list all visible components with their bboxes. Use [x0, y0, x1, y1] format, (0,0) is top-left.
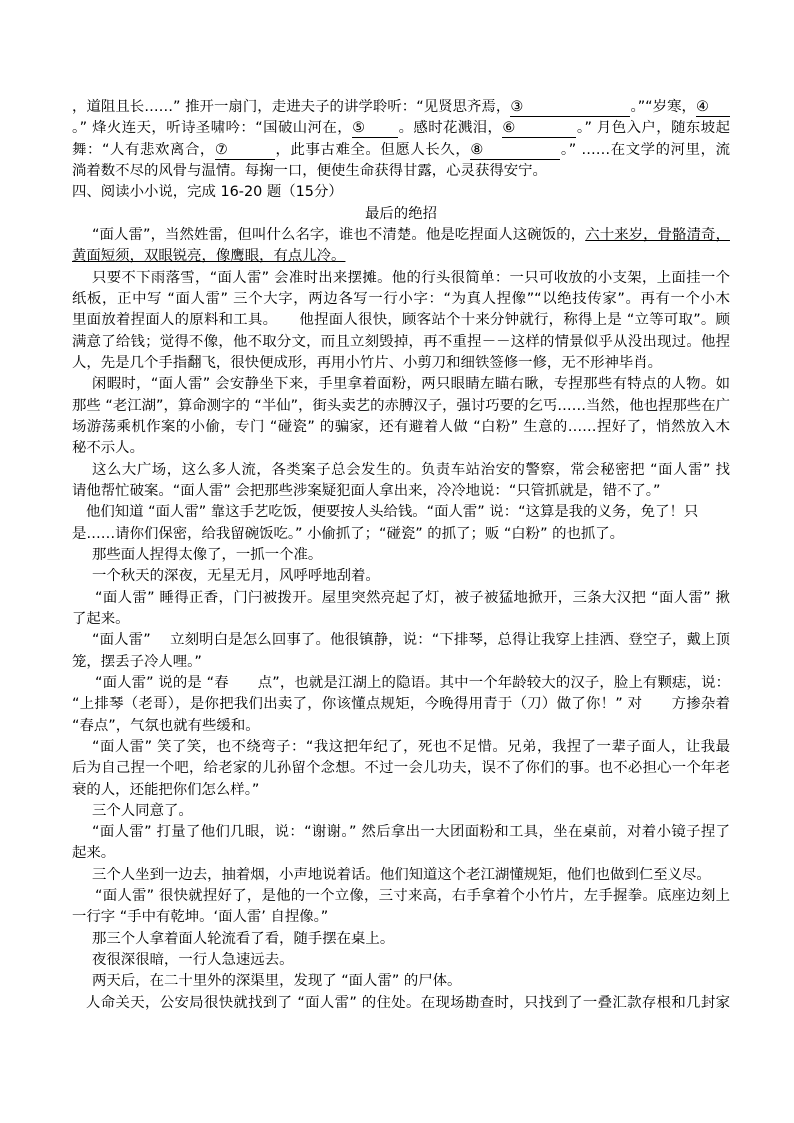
text: “面人雷”，当然姓雷，但叫什么名字，谁也不清楚。他是吃捏面人这碗饭的， — [92, 226, 586, 243]
text: 。” 烽火连天，听诗圣啸吟：“国破山河在， — [72, 120, 353, 137]
blank-3: ③ — [510, 99, 630, 117]
blank-4: ④ — [696, 99, 730, 117]
text: ，道阻且长……” 推开一扇门，走进夫子的讲学聆听：“见贤思齐焉， — [72, 99, 511, 115]
story-line: 闲暇时，“面人雷” 会安静坐下来，手里拿着面粉，两只眼睛左瞄右瞅，专捏那些有特点的人物。如 — [92, 376, 730, 393]
story-line: 一个秋天的深夜，无星无月，风呼呼地刮着。 — [92, 568, 380, 585]
text: 。” 月色入户，随东坡起 — [576, 120, 730, 137]
story-line: 三个人坐到一边去，抽着烟，小声地说着话。他们知道这个老江湖懂规矩，他们也做到仁至义尽。 — [92, 866, 711, 883]
story-line: 请他帮忙破案。“面人雷” 会把那些涉案疑犯面人拿出来，冷冷地说：“只管抓就是，错不了。” — [72, 482, 661, 499]
story-line: 是……请你们保密，给我留碗饭吃。” 小偷抓了；“碰瓷” 的抓了；贩 “白粉” 的也抓了。 — [72, 525, 625, 542]
story-line: 一行字 “手中有乾坤。‘面人雷’ 自捏像。” — [72, 909, 329, 926]
story-line: 三个人同意了。 — [92, 802, 193, 819]
story-line: 起来。 — [72, 845, 116, 862]
story-line: 场游荡乘机作案的小偷，专门 “碰瓷” 的骗家，还有避着人做 “白粉” 生意的……捏好了，悄然放入木 — [72, 418, 730, 435]
story-line: 纸板，正中写 “面人雷” 三个大字，两边各写一行小字：“为真人捏像”“以绝技传家”。再有一个小木 — [72, 290, 730, 307]
story-line: 人命关天，公安局很快就找到了 “面人雷” 的住处。在现场勘查时，只找到了一叠汇款存根和几封家 — [86, 994, 730, 1011]
story-line: “面人雷” 说的是 “春 点”，也就是江湖上的隐语。其中一个年龄较大的汉子，脸上有颗痣，说： — [95, 674, 730, 691]
text: 。感时花溅泪， — [398, 120, 503, 137]
story-line: “春点”，气氛也就有些缓和。 — [72, 717, 260, 734]
story-line: 笼，摆丢子冷人哩。” — [72, 653, 202, 670]
story-line: “面人雷” 很快就捏好了，是他的一个立像，三寸来高，右手拿着个小竹片，左手握拳。底座边刻上 — [95, 888, 730, 905]
story-line: 里面放着捏面人的原料和工具。 他捏面人很快，顾客站个十来分钟就行，称得上是 “立等可取”。顾 — [72, 312, 730, 329]
blank-7: ⑦ — [215, 142, 275, 160]
underlined-text: 黄面短须，双眼锐亮，像鹰眼，有点儿冷。 — [72, 248, 346, 265]
poem-fill-line-3 — [72, 140, 730, 161]
story-line — [72, 225, 730, 246]
text: 。” ……在文学的河里，流 — [560, 141, 730, 158]
poem-fill-line-1 — [72, 97, 730, 118]
poem-fill-line-2 — [72, 118, 730, 139]
story-line: 他们知道 “面人雷” 靠这手艺吃饭，便要按人头给钱。“面人雷” 说：“这算是我的义务，免了！只 — [86, 504, 699, 521]
story-line: “面人雷” 睡得正香，门闩被拨开。屋里突然亮起了灯，被子被猛地掀开，三条大汉把 “面人雷” 揪 — [95, 589, 730, 606]
story-title: 最后的绝招 — [365, 205, 437, 222]
blank-8: ⑧ — [470, 142, 560, 160]
story-line: “上排琴（老哥），是你把我们出卖了，你该懂点规矩，今晚得用青于（刀）做了你！” 对 方掺杂着 — [72, 696, 730, 713]
document-page — [72, 97, 730, 1014]
story-line: 那些面人捏得太像了，一抓一个准。 — [92, 546, 323, 563]
story-line: 满意了给钱；觉得不像，他不取分文，而且立刻毁掉，再不重捏－－这样的情景似乎从没出现过。他捏 — [72, 333, 730, 350]
story-line: “面人雷” 笑了笑，也不绕弯子：“我这把年纪了，死也不足惜。兄弟，我捏了一辈子面人，让我最 — [92, 738, 730, 755]
poem-fill-line-4: 淌着数不尽的风骨与温情。每掬一口，便使生命获得甘露，心灵获得安宁。 — [72, 162, 547, 179]
blank-5: ⑤ — [352, 120, 398, 138]
underlined-text: 六十来岁，骨骼清奇， — [585, 226, 730, 243]
text: 舞：“人有悲欢离合， — [72, 141, 215, 158]
story-line: 后为自己捏一个吧，给老家的儿孙留个念想。不过一会儿功夫，误不了你们的事。也不必担心一个年老 — [72, 760, 730, 777]
story-line: “面人雷” 打量了他们几眼，说：“谢谢。” 然后拿出一大团面粉和工具，坐在桌前，对着小镜子捏了 — [92, 824, 730, 841]
story-line: 这么大广场，这么多人流，各类案子总会发生的。负责车站治安的警察，常会秘密把 “面人雷” 找 — [92, 461, 730, 478]
story-line: 秘不示人。 — [72, 440, 144, 457]
text: ，此事古难全。但愿人长久， — [274, 141, 471, 158]
story-line: 只要不下雨落雪，“面人雷” 会准时出来摆摊。他的行头很简单：一只可收放的小支架，上面挂一个 — [92, 269, 730, 286]
story-line: 人，先是几个手指翻飞，很快便成形，再用小竹片、小剪刀和细铁签修一修，无不形神毕肖。 — [72, 354, 663, 371]
section-heading: 四、阅读小小说，完成 16-20 题（15分） — [72, 184, 343, 201]
story-line — [72, 246, 730, 267]
story-body — [72, 268, 730, 1014]
story-line: 夜很深很暗，一行人急速远去。 — [92, 952, 294, 969]
blank-6: ⑥ — [502, 120, 576, 138]
story-line: 了起来。 — [72, 610, 130, 627]
story-line: 衰的人，还能把你们怎么样。” — [72, 781, 260, 798]
story-line: “面人雷” 立刻明白是怎么回事了。他很镇静，说：“下排琴，总得让我穿上挂洒、登空子，戴上顶 — [92, 632, 730, 649]
story-line: 那三个人拿着面人轮流看了看，随手摆在桌上。 — [92, 930, 395, 947]
story-line: 两天后，在二十里外的深渠里，发现了 “面人雷” 的尸体。 — [92, 973, 462, 990]
text: 。”“岁寒， — [630, 99, 696, 115]
story-line: 那些 “老江湖”，算命测字的 “半仙”，街头卖艺的赤膊汉子，强讨巧要的乞丐……当然，他也捏那些在广 — [72, 397, 730, 414]
